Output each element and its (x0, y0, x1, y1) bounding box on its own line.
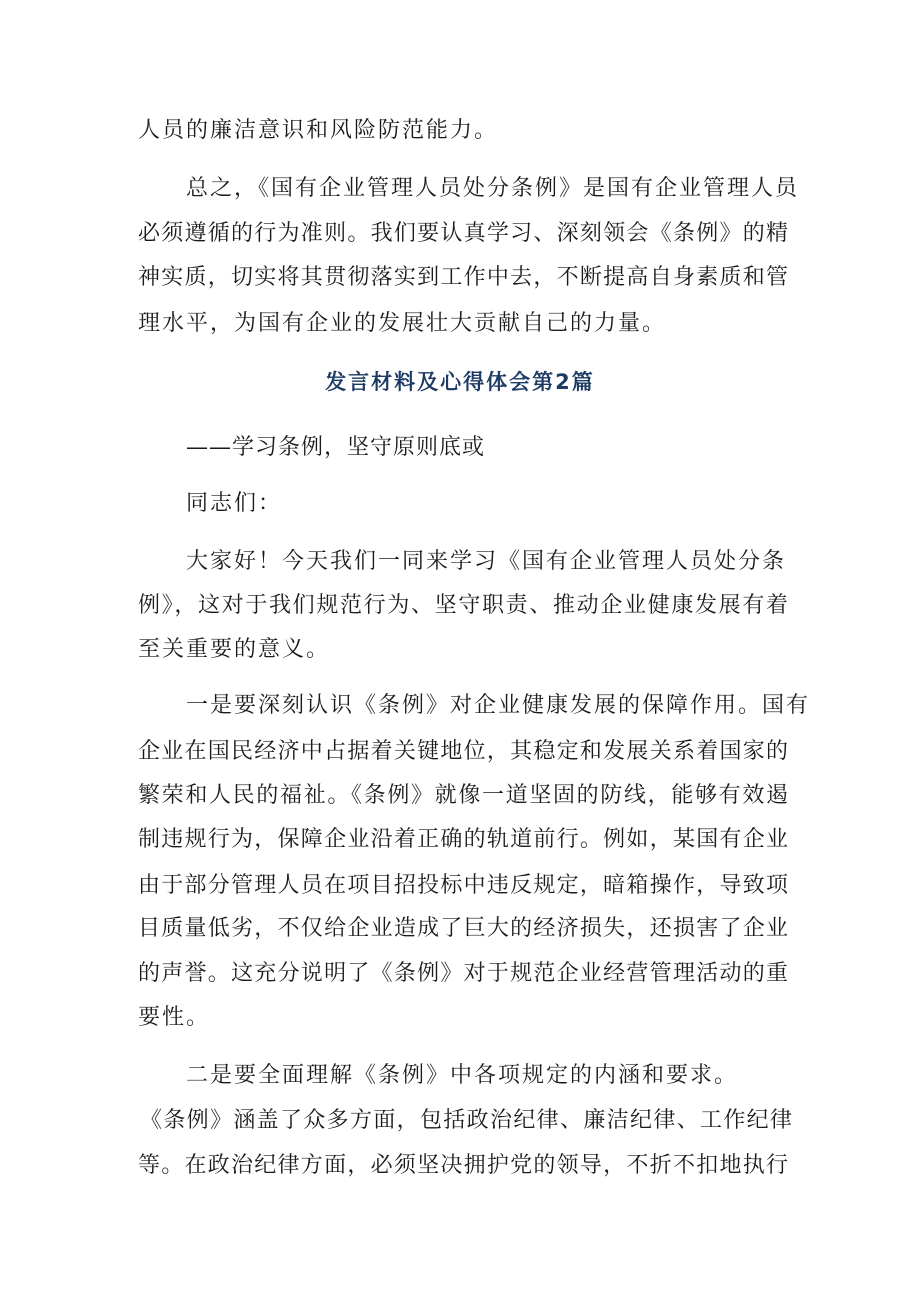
paragraph-line: 的声誉。这充分说明了《条例》对于规范企业经营管理活动的重 (138, 961, 788, 986)
subtitle-line: ——学习条例，坚守原则底或 (186, 435, 486, 460)
salutation: 同志们： (186, 491, 283, 516)
paragraph-line: 制违规行为，保障企业沿着正确的轨道前行。例如，某国有企业 (138, 827, 788, 852)
paragraph-line: 企业在国民经济中占据着关键地位，其稳定和发展关系着国家的 (138, 739, 788, 764)
paragraph-line: 目质量低劣，不仅给企业造成了巨大的经济损失，还损害了企业 (138, 916, 788, 941)
paragraph-line: 人员的廉洁意识和风险防范能力。 (138, 118, 499, 143)
paragraph-line: 一是要深刻认识《条例》对企业健康发展的保障作用。国有 (186, 693, 811, 718)
paragraph-line: 例》，这对于我们规范行为、坚守职责、推动企业健康发展有着 (138, 593, 788, 618)
paragraph-line: 要性。 (138, 1005, 211, 1030)
paragraph-line: 必须遵循的行为准则。我们要认真学习、深刻领会《条例》的精 (138, 221, 788, 246)
paragraph-line: 二是要全面理解《条例》中各项规定的内涵和要求。 (186, 1063, 739, 1088)
paragraph-line: 大家好！今天我们一同来学习《国有企业管理人员处分条 (186, 549, 787, 574)
section-heading: 发言材料及心得体会第2篇 (325, 370, 595, 394)
paragraph-line: 等。在政治纪律方面，必须坚决拥护党的领导，不折不扣地执行 (138, 1153, 788, 1178)
paragraph-line: 神实质，切实将其贯彻落实到工作中去，不断提高自身素质和管 (138, 265, 788, 290)
paragraph-line: 由于部分管理人员在项目招投标中违反规定，暗箱操作，导致项 (138, 873, 788, 898)
paragraph-line: 繁荣和人民的福祉。《条例》就像一道坚固的防线，能够有效遏 (138, 783, 788, 808)
paragraph-line: 至关重要的意义。 (138, 637, 331, 662)
paragraph-line: 理水平，为国有企业的发展壮大贡献自己的力量。 (138, 311, 667, 336)
paragraph-line: 《条例》涵盖了众多方面，包括政治纪律、廉洁纪律、工作纪律 (140, 1108, 792, 1133)
paragraph-line: 总之，《国有企业管理人员处分条例》是国有企业管理人员 (186, 176, 800, 201)
